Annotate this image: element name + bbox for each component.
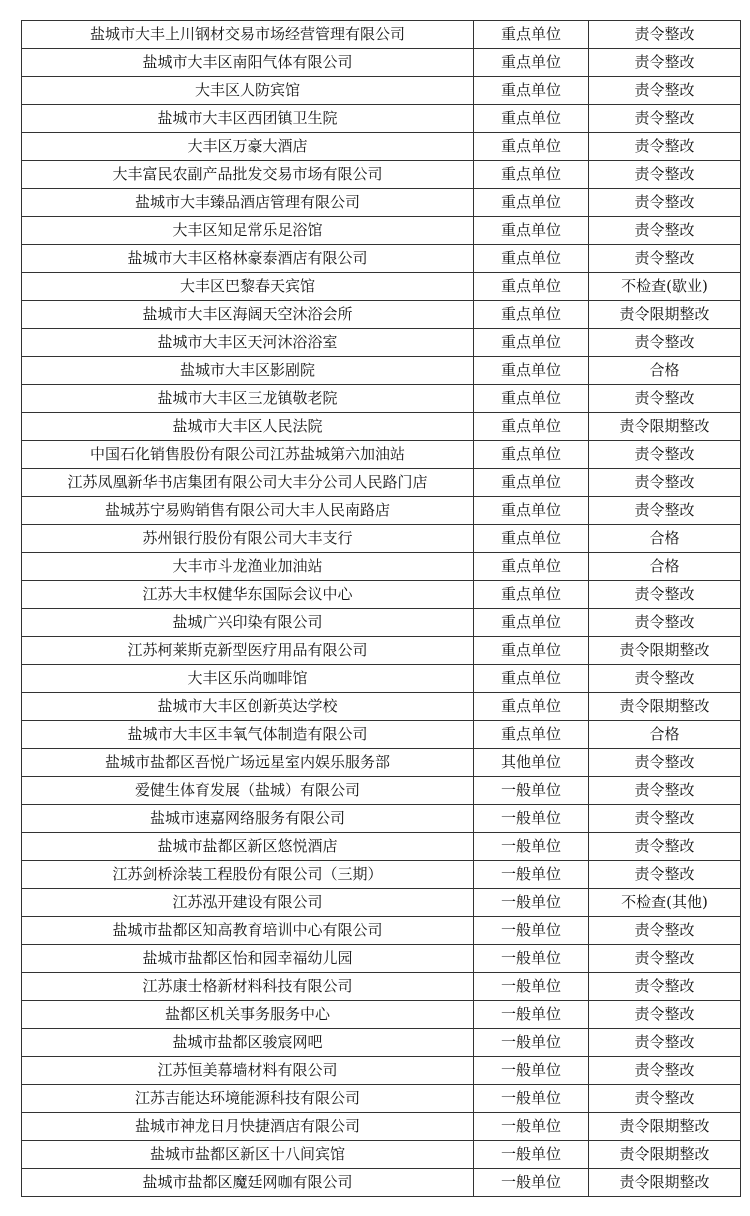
unit-type-cell: 重点单位 [474,301,589,329]
inspection-result-cell: 责令整改 [589,189,741,217]
inspection-result-cell: 责令整改 [589,329,741,357]
unit-name-cell: 盐城市大丰区人民法院 [22,413,474,441]
unit-name-cell: 盐城市大丰上川钢材交易市场经营管理有限公司 [22,21,474,49]
unit-name-cell: 大丰区万豪大酒店 [22,133,474,161]
unit-type-cell: 重点单位 [474,497,589,525]
inspection-result-cell: 责令整改 [589,245,741,273]
table-row [22,693,741,721]
unit-name-cell: 苏州银行股份有限公司大丰支行 [22,525,474,553]
inspection-result-cell: 责令整改 [589,133,741,161]
unit-type-cell: 重点单位 [474,77,589,105]
inspection-result-cell: 责令限期整改 [589,637,741,665]
table-row [22,441,741,469]
unit-name-cell: 盐城市大丰区海阔天空沐浴会所 [22,301,474,329]
unit-type-cell: 重点单位 [474,189,589,217]
table-row [22,357,741,385]
inspection-result-cell: 责令限期整改 [589,1169,741,1197]
table-row [22,245,741,273]
inspection-result-cell: 不检查(歇业) [589,273,741,301]
unit-type-cell: 一般单位 [474,1029,589,1057]
unit-name-cell: 大丰区人防宾馆 [22,77,474,105]
inspection-result-cell: 责令整改 [589,385,741,413]
inspection-result-cell: 责令整改 [589,749,741,777]
inspection-result-cell: 责令整改 [589,665,741,693]
inspection-result-cell: 责令整改 [589,105,741,133]
unit-type-cell: 重点单位 [474,273,589,301]
unit-name-cell: 盐城苏宁易购销售有限公司大丰人民南路店 [22,497,474,525]
table-row [22,497,741,525]
unit-name-cell: 大丰市斗龙渔业加油站 [22,553,474,581]
table-row [22,133,741,161]
table-body [22,21,741,1197]
unit-type-cell: 重点单位 [474,105,589,133]
table-row [22,637,741,665]
inspection-result-cell: 责令整改 [589,217,741,245]
unit-name-cell: 盐城市大丰区格林豪泰酒店有限公司 [22,245,474,273]
unit-name-cell: 盐城市盐都区怡和园幸福幼儿园 [22,945,474,973]
table-row [22,1001,741,1029]
unit-type-cell: 重点单位 [474,581,589,609]
unit-type-cell: 重点单位 [474,469,589,497]
inspection-result-cell: 责令限期整改 [589,413,741,441]
unit-name-cell: 盐城市大丰区创新英达学校 [22,693,474,721]
table-row [22,385,741,413]
inspection-result-cell: 合格 [589,553,741,581]
inspection-result-cell: 责令整改 [589,1001,741,1029]
inspection-result-cell: 责令整改 [589,861,741,889]
table-row [22,1141,741,1169]
inspection-result-cell: 合格 [589,721,741,749]
inspection-result-cell: 责令整改 [589,917,741,945]
unit-name-cell: 盐城市大丰臻品酒店管理有限公司 [22,189,474,217]
unit-name-cell: 中国石化销售股份有限公司江苏盐城第六加油站 [22,441,474,469]
table-row [22,609,741,637]
unit-name-cell: 大丰区知足常乐足浴馆 [22,217,474,245]
inspection-result-cell: 责令限期整改 [589,301,741,329]
unit-name-cell: 大丰区巴黎春天宾馆 [22,273,474,301]
unit-type-cell: 一般单位 [474,945,589,973]
unit-name-cell: 盐城市盐都区新区悠悦酒店 [22,833,474,861]
unit-type-cell: 重点单位 [474,413,589,441]
inspection-result-cell: 责令整改 [589,833,741,861]
table-row [22,217,741,245]
table-row [22,917,741,945]
unit-name-cell: 江苏恒美幕墙材料有限公司 [22,1057,474,1085]
unit-name-cell: 盐城市盐都区魔廷网咖有限公司 [22,1169,474,1197]
table-row [22,161,741,189]
unit-name-cell: 盐城市大丰区影剧院 [22,357,474,385]
table-row [22,777,741,805]
inspection-result-cell: 责令整改 [589,777,741,805]
unit-name-cell: 盐城市盐都区新区十八间宾馆 [22,1141,474,1169]
inspection-result-cell: 责令限期整改 [589,1141,741,1169]
table-row [22,21,741,49]
unit-type-cell: 重点单位 [474,21,589,49]
unit-type-cell: 一般单位 [474,1057,589,1085]
unit-type-cell: 其他单位 [474,749,589,777]
inspection-result-cell: 责令限期整改 [589,693,741,721]
inspection-result-cell: 责令整改 [589,1029,741,1057]
unit-type-cell: 一般单位 [474,777,589,805]
table-row [22,721,741,749]
inspection-result-cell: 责令整改 [589,469,741,497]
unit-type-cell: 重点单位 [474,693,589,721]
unit-type-cell: 一般单位 [474,1113,589,1141]
unit-name-cell: 盐城市大丰区三龙镇敬老院 [22,385,474,413]
table-row [22,105,741,133]
unit-type-cell: 重点单位 [474,133,589,161]
unit-name-cell: 盐城市神龙日月快捷酒店有限公司 [22,1113,474,1141]
table-row [22,553,741,581]
unit-name-cell: 江苏大丰权健华东国际会议中心 [22,581,474,609]
table-row [22,1169,741,1197]
unit-name-cell: 大丰富民农副产品批发交易市场有限公司 [22,161,474,189]
unit-type-cell: 一般单位 [474,1169,589,1197]
unit-type-cell: 一般单位 [474,1085,589,1113]
inspection-result-cell: 责令整改 [589,497,741,525]
unit-name-cell: 盐城市盐都区吾悦广场远星室内娱乐服务部 [22,749,474,777]
unit-type-cell: 重点单位 [474,217,589,245]
unit-name-cell: 盐城市大丰区西团镇卫生院 [22,105,474,133]
unit-type-cell: 重点单位 [474,161,589,189]
unit-type-cell: 重点单位 [474,49,589,77]
inspection-result-cell: 责令整改 [589,973,741,1001]
table-row [22,301,741,329]
unit-type-cell: 重点单位 [474,665,589,693]
table-row [22,413,741,441]
unit-name-cell: 爱健生体育发展（盐城）有限公司 [22,777,474,805]
unit-name-cell: 江苏泓开建设有限公司 [22,889,474,917]
unit-type-cell: 重点单位 [474,525,589,553]
unit-name-cell: 盐城市大丰区天河沐浴浴室 [22,329,474,357]
unit-type-cell: 一般单位 [474,1001,589,1029]
table-row [22,861,741,889]
unit-type-cell: 一般单位 [474,833,589,861]
unit-type-cell: 重点单位 [474,721,589,749]
unit-type-cell: 一般单位 [474,861,589,889]
inspection-result-cell: 责令整改 [589,161,741,189]
inspection-result-cell: 责令整改 [589,49,741,77]
table-row [22,945,741,973]
unit-name-cell: 江苏康士格新材料科技有限公司 [22,973,474,1001]
table-row [22,889,741,917]
unit-name-cell: 江苏吉能达环境能源科技有限公司 [22,1085,474,1113]
unit-type-cell: 一般单位 [474,917,589,945]
unit-name-cell: 盐城市大丰区南阳气体有限公司 [22,49,474,77]
table-row [22,1029,741,1057]
inspection-sheet [21,20,741,1197]
table-row [22,1085,741,1113]
unit-name-cell: 盐城广兴印染有限公司 [22,609,474,637]
inspection-result-cell: 责令整改 [589,21,741,49]
table-row [22,581,741,609]
inspection-result-cell: 责令整改 [589,77,741,105]
unit-name-cell: 盐城市大丰区丰氧气体制造有限公司 [22,721,474,749]
table-row [22,329,741,357]
table-row [22,749,741,777]
unit-name-cell: 大丰区乐尚咖啡馆 [22,665,474,693]
inspection-result-cell: 责令整改 [589,1057,741,1085]
inspection-result-cell: 责令整改 [589,1085,741,1113]
table-row [22,49,741,77]
inspection-result-cell: 责令整改 [589,609,741,637]
table-row [22,77,741,105]
unit-type-cell: 重点单位 [474,637,589,665]
unit-name-cell: 江苏剑桥涂装工程股份有限公司（三期） [22,861,474,889]
unit-type-cell: 一般单位 [474,889,589,917]
unit-name-cell: 盐城市盐都区骏宸网吧 [22,1029,474,1057]
unit-name-cell: 江苏柯莱斯克新型医疗用品有限公司 [22,637,474,665]
unit-name-cell: 盐城市速嘉网络服务有限公司 [22,805,474,833]
unit-type-cell: 重点单位 [474,441,589,469]
inspection-result-cell: 责令整改 [589,581,741,609]
unit-type-cell: 重点单位 [474,609,589,637]
unit-name-cell: 盐都区机关事务服务中心 [22,1001,474,1029]
unit-name-cell: 盐城市盐都区知高教育培训中心有限公司 [22,917,474,945]
unit-type-cell: 重点单位 [474,245,589,273]
table-row [22,665,741,693]
table-row [22,973,741,1001]
unit-name-cell: 江苏凤凰新华书店集团有限公司大丰分公司人民路门店 [22,469,474,497]
table-row [22,805,741,833]
inspection-result-cell: 不检查(其他) [589,889,741,917]
unit-type-cell: 重点单位 [474,329,589,357]
unit-type-cell: 重点单位 [474,357,589,385]
unit-type-cell: 一般单位 [474,1141,589,1169]
table-row [22,189,741,217]
unit-type-cell: 一般单位 [474,805,589,833]
inspection-table [21,20,741,1197]
table-row [22,469,741,497]
inspection-result-cell: 责令整改 [589,805,741,833]
table-row [22,1113,741,1141]
table-row [22,833,741,861]
unit-type-cell: 一般单位 [474,973,589,1001]
table-row [22,525,741,553]
inspection-result-cell: 责令限期整改 [589,1113,741,1141]
inspection-result-cell: 责令整改 [589,441,741,469]
table-row [22,1057,741,1085]
unit-type-cell: 重点单位 [474,553,589,581]
inspection-result-cell: 合格 [589,357,741,385]
inspection-result-cell: 合格 [589,525,741,553]
table-row [22,273,741,301]
inspection-result-cell: 责令整改 [589,945,741,973]
unit-type-cell: 重点单位 [474,385,589,413]
